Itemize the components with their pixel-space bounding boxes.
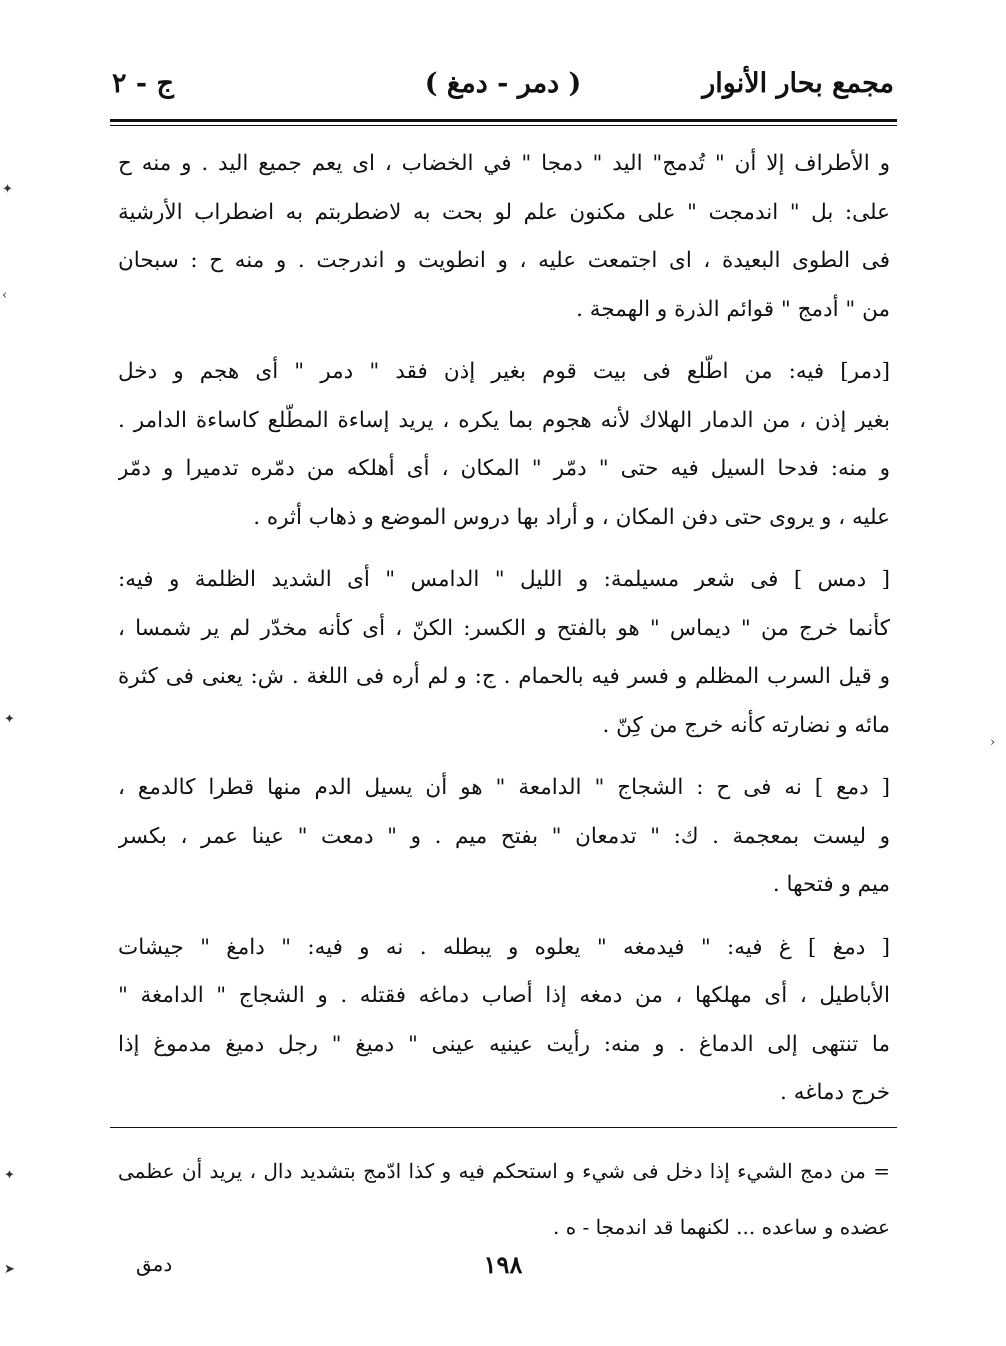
running-header (112, 62, 894, 114)
text-line: ميم و فتحها . (772, 872, 890, 897)
header-rule-thin (110, 125, 897, 126)
text-line: على: بل " اندمجت " على مكنون علم لو بحت به لاضطربتم به اضطراب الأرشية (118, 199, 890, 225)
margin-mark-icon: ✦ (4, 712, 15, 727)
book-title: مجمع بحار الأنوار (702, 68, 894, 99)
entry-damagh (118, 924, 890, 1118)
text-line: ما تنتهى إلى الدماغ . و منه: رأيت عينيه عينى " دميغ " رجل دميغ مدموغ إذا (118, 1031, 890, 1057)
text-line: و ليست بمعجمة . ك: " تدمعان " بفتح ميم . و " دمعت " عينا عمر ، بكسر (118, 823, 890, 849)
margin-mark-icon: › (990, 735, 996, 750)
footnote-line: عضده و ساعده ... لكنهما قد اندمجا - ه . (552, 1215, 890, 1239)
footnote-line: = من دمج الشيء إذا دخل فى شيء و استحكم فيه و كذا ادّمج بتشديد دال ، يريد أن عظمى (118, 1159, 890, 1183)
header-rule-thick (110, 119, 897, 122)
main-text (118, 140, 890, 1118)
text-line: كأنما خرج من " ديماس " هو بالفتح و الكسر: الكنّ ، أى كأنه مخدّر لم ير شمسا ، (118, 615, 890, 641)
entry-damas (118, 556, 890, 750)
text-line: [ دمغ ] غ فيه: " فيدمغه " يعلوه و يبطله . نه و فيه: " دامغ " جيشات (118, 934, 890, 960)
text-line: الأباطيل ، أى مهلكها ، من دمغه إذا أصاب دماغه فقتله . و الشجاج " الدامغة " (118, 983, 890, 1008)
text-line: [دمر] فيه: من اطّلع فى بيت قوم بغير إذن فقد " دمر " أى هجم و دخل (118, 359, 890, 384)
entry-dama (118, 764, 890, 910)
text-line: عليه ، و يروى حتى دفن المكان ، و أراد بها دروس الموضع و ذهاب أثره . (253, 504, 890, 530)
margin-mark-icon: ➤ (4, 1262, 15, 1277)
entry-damar (118, 348, 890, 542)
text-line: من " أدمج " قوائم الذرة و الهمجة . (576, 296, 890, 322)
entry-range: ( دمر - دمغ ) (424, 68, 582, 99)
page-number: ١٩٨ (483, 1250, 523, 1279)
catchword: دمق (136, 1252, 173, 1276)
text-line: بغير إذن ، من الدمار الهلاك لأنه هجوم بما يكره ، يريد إساءة المطّلع كاساءة الدامر . (118, 407, 890, 433)
margin-mark-icon: ✦ (2, 182, 13, 197)
text-line: و قيل السرب المظلم و فسر فيه بالحمام . ج: و لم أره فى اللغة . ش: يعنى فى كثرة (118, 664, 890, 689)
text-line: و الأطراف إلا أن " تُدمج" اليد " دمجا " في الخضاب ، اى يعم جميع اليد . و منه ح (118, 151, 890, 176)
text-line: فى الطوى البعيدة ، اى اجتمعت عليه ، و انطويت و اندرجت . و منه ح : سبحان (118, 248, 890, 273)
margin-mark-icon: ‹ (2, 288, 8, 303)
volume-label: ج - ٢ (112, 68, 174, 99)
entry-damj-continued (118, 140, 890, 334)
text-line: [ دمع ] نه فى ح : الشجاج " الدامعة " هو أن يسيل الدم منها قطرا كالدمع ، (118, 775, 890, 800)
text-line: و منه: فدحا السيل فيه حتى " دمّر " المكان ، أى أهلكه من دمّره تدميرا و دمّر (118, 456, 890, 481)
text-line: [ دمس ] فى شعر مسيلمة: و الليل " الدامس " أى الشديد الظلمة و فيه: (118, 567, 890, 592)
footnote-rule (110, 1127, 897, 1128)
text-line: مائه و نضارته كأنه خرج من كِنّ . (602, 712, 890, 738)
margin-mark-icon: ✦ (4, 1168, 15, 1183)
footnote (118, 1143, 890, 1255)
text-line: خرج دماغه . (780, 1080, 890, 1105)
